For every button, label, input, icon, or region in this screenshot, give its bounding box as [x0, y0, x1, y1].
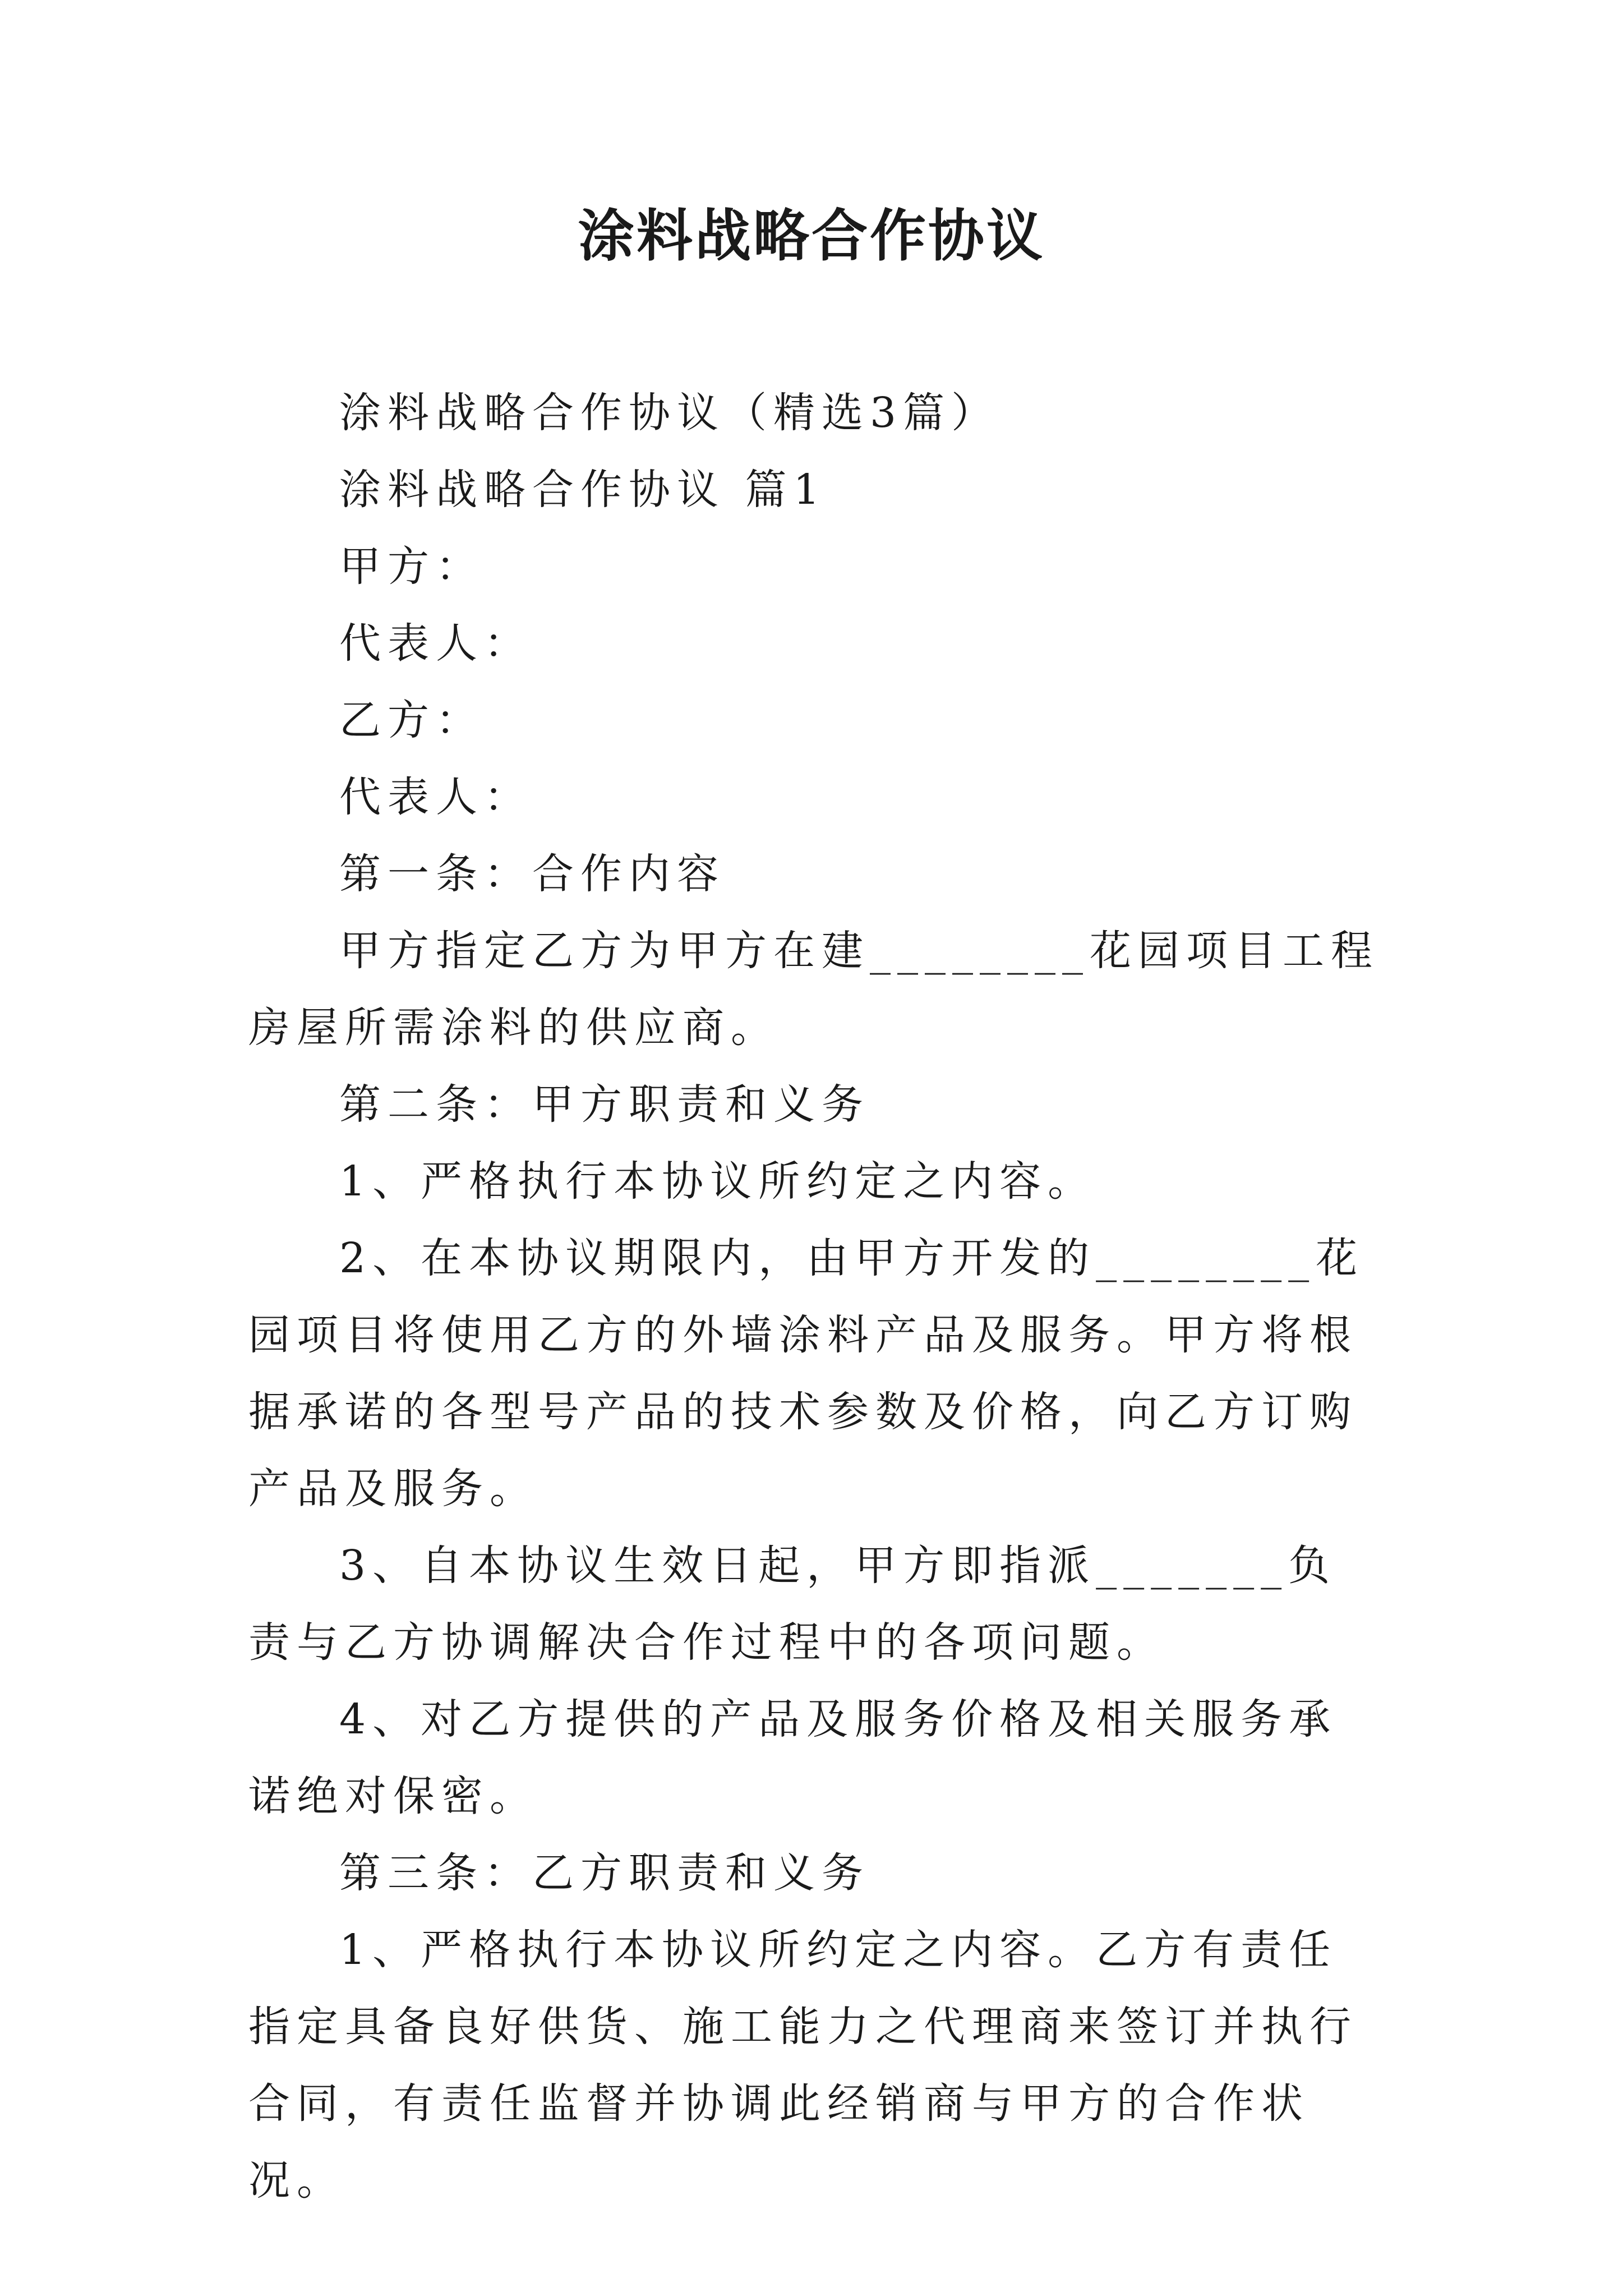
paragraph-article-1-heading: 第一条：合作内容	[339, 850, 725, 898]
paragraph-party-a: 甲方：	[339, 542, 484, 591]
paragraph-party-b: 乙方：	[339, 696, 484, 744]
paragraph-section-heading: 涂料战略合作协议 篇1	[339, 466, 827, 514]
document-title: 涂料战略合作协议	[578, 203, 1045, 269]
paragraph-party-a-representative: 代表人：	[339, 619, 532, 668]
paragraph-article-2-item-3: 3、自本协议生效日起，甲方即指派_______负责与乙方协调解决合作过程中的各项问题。	[248, 1542, 1337, 1667]
paragraph-subtitle: 涂料战略合作协议（精选3篇）	[339, 389, 1000, 437]
paragraph-article-1-content: 甲方指定乙方为甲方在建________花园项目工程房屋所需涂料的供应商。	[248, 927, 1379, 1052]
paragraph-party-b-representative: 代表人：	[339, 773, 532, 821]
paragraph-article-3-heading: 第三条：乙方职责和义务	[339, 1849, 870, 1897]
paragraph-article-2-heading: 第二条：甲方职责和义务	[339, 1080, 870, 1129]
document-body	[248, 375, 1381, 2219]
paragraph-article-2-item-4: 4、对乙方提供的产品及服务价格及相关服务承诺绝对保密。	[248, 1695, 1338, 1820]
paragraph-article-2-item-1: 1、严格执行本协议所约定之内容。	[339, 1157, 1096, 1205]
paragraph-article-2-item-2: 2、在本协议期限内，由甲方开发的________花园项目将使用乙方的外墙涂料产品及服务。甲方将根据承诺的各型号产品的技术参数及价格，向乙方订购产品及服务。	[248, 1234, 1364, 1513]
paragraph-article-3-item-1: 1、严格执行本协议所约定之内容。乙方有责任指定具备良好供货、施工能力之代理商来签订并执行合同，有责任监督并协调此经销商与甲方的合作状况。	[248, 1926, 1358, 2205]
